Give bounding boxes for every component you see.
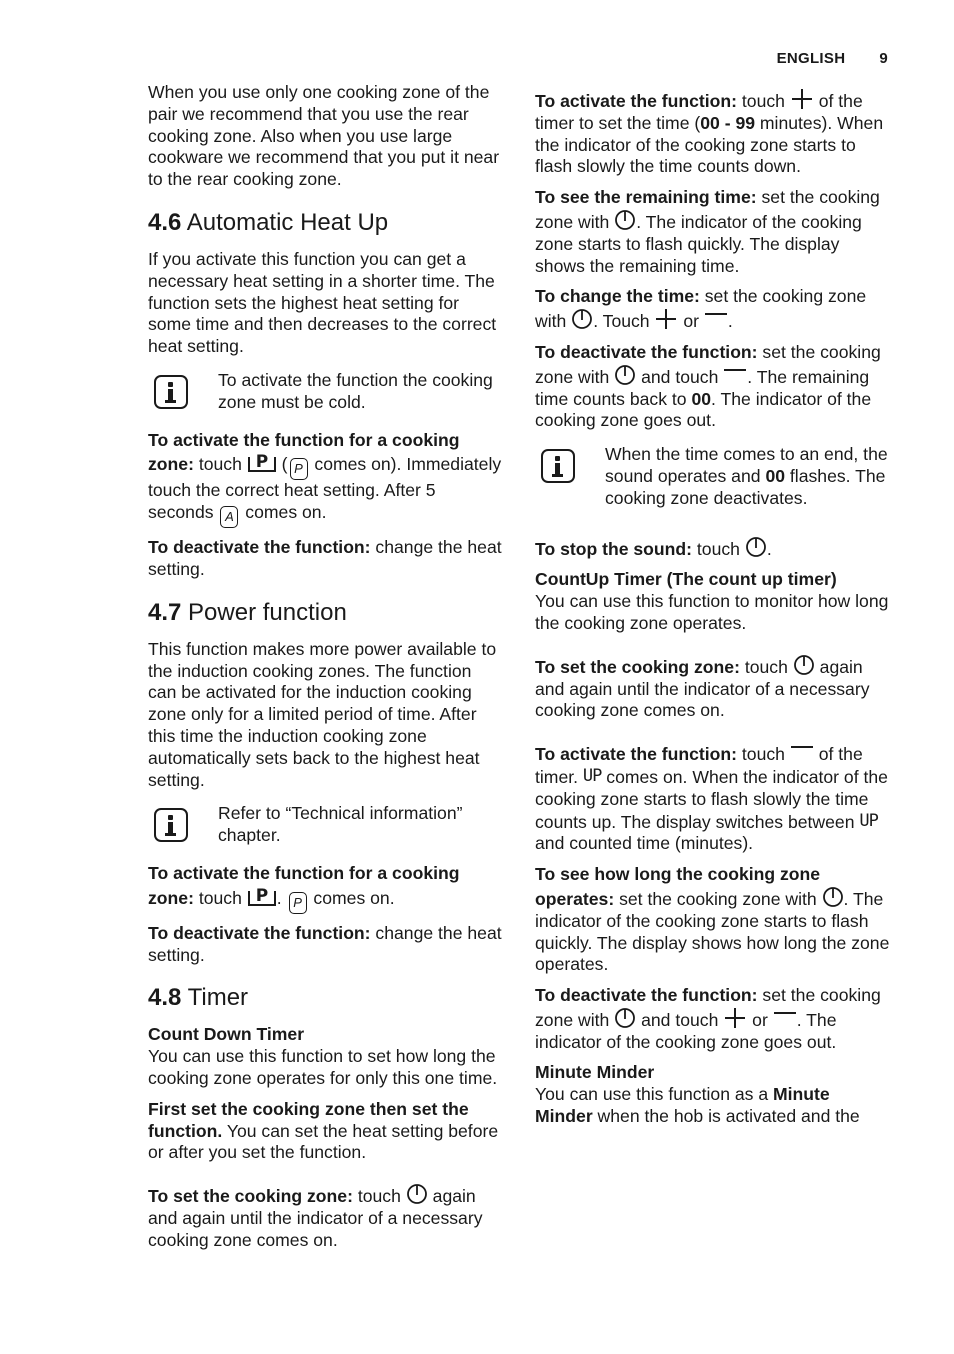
text-fragment: comes on). Immediately touch the correct heat setting. After 5 seconds bbox=[148, 454, 502, 523]
info-note bbox=[535, 444, 891, 509]
text-fragment: change the heat setting. bbox=[148, 922, 502, 965]
text-fragment: set the cooking zone with bbox=[535, 341, 881, 387]
instruction-label: To deactivate the function: bbox=[148, 922, 371, 943]
count-down-block bbox=[148, 1024, 504, 1089]
left-column bbox=[148, 82, 504, 1260]
count-up-deactivate-instruction bbox=[535, 985, 891, 1053]
timer-icon bbox=[822, 886, 844, 908]
timer-icon bbox=[614, 1007, 636, 1029]
text-fragment: You can use this function to monitor how long the cooking zone operates. bbox=[535, 591, 889, 633]
text-fragment: comes on. bbox=[308, 887, 395, 908]
minus-icon bbox=[704, 308, 728, 330]
up-display-icon: UP bbox=[582, 765, 602, 786]
stop-sound-instruction bbox=[535, 536, 891, 561]
intro-paragraph: When you use only one cooking zone of the pair we recommend that you use the rear cooking zone. Also when you use large cookware we recommend that you put it near to the rear cooking zone. bbox=[148, 82, 500, 190]
text-fragment: . The indicator of the cooking zone starts to flash quickly. The display shows the remaining time. bbox=[535, 211, 862, 276]
timer-icon bbox=[745, 536, 767, 558]
p-display-icon: P bbox=[289, 892, 307, 914]
timer-deactivate-instruction bbox=[535, 342, 891, 432]
text-fragment: . The indicator of the cooking zone goes out. bbox=[535, 1009, 837, 1052]
text-fragment: set the cooking zone with bbox=[535, 286, 867, 332]
how-long-instruction bbox=[535, 864, 891, 976]
timer-icon bbox=[793, 654, 815, 676]
section-title: Automatic Heat Up bbox=[186, 208, 389, 236]
section-number: 4.6 bbox=[148, 208, 182, 236]
count-up-activate-instruction bbox=[535, 741, 891, 855]
text-fragment: when the hob is activated and the bbox=[592, 1106, 860, 1127]
instruction-label: To change the time: bbox=[535, 286, 700, 307]
text-fragment: . bbox=[766, 538, 772, 559]
text-fragment: touch bbox=[737, 744, 790, 765]
timer-icon bbox=[614, 364, 636, 386]
count-up-block bbox=[535, 569, 891, 634]
text-fragment: of the timer. bbox=[535, 744, 863, 787]
up-display-icon: UP bbox=[859, 810, 878, 831]
instruction-label: To activate the function for a cooking zone: bbox=[148, 429, 460, 475]
text-fragment: . Touch bbox=[593, 311, 655, 332]
zero-value: 00 bbox=[691, 388, 712, 409]
info-note bbox=[148, 370, 504, 414]
text-fragment: touch bbox=[352, 1186, 406, 1207]
set-zone-instruction bbox=[148, 1183, 504, 1251]
text-fragment: set the cooking zone with bbox=[535, 187, 880, 232]
svg-text:P: P bbox=[255, 885, 268, 906]
text-fragment: touch bbox=[193, 887, 247, 908]
power-activate-instruction bbox=[148, 863, 504, 914]
a-display-icon: A bbox=[220, 506, 238, 528]
section-title: Timer bbox=[187, 984, 249, 1012]
text-fragment: minutes). When the indicator of the cooking zone starts to flash slowly the time counts down. bbox=[535, 112, 884, 177]
instruction-label: To set the cooking zone: bbox=[148, 1186, 353, 1207]
text-fragment: change the heat setting. bbox=[148, 537, 502, 579]
p-display-icon: P bbox=[290, 458, 308, 480]
count-up-set-zone-instruction bbox=[535, 654, 891, 722]
text-fragment: . The indicator of the cooking zone goes out. bbox=[535, 388, 872, 431]
instruction-label: To deactivate the function: bbox=[148, 537, 371, 558]
right-column bbox=[535, 88, 891, 1137]
text-fragment: . The indicator of the cooking zone starts to flash quickly. The display shows how long the zone operates. bbox=[535, 888, 890, 975]
info-note-text: To activate the function the cooking zone must be cold. bbox=[218, 369, 493, 412]
section-4-6-heading bbox=[148, 209, 504, 237]
text-fragment: of the timer to set the time ( bbox=[535, 91, 863, 133]
info-note-text: Refer to “Technical information” chapter. bbox=[218, 803, 463, 846]
timer-icon bbox=[614, 209, 636, 231]
text-fragment: and touch bbox=[636, 366, 724, 387]
zero-value: 00 bbox=[765, 465, 786, 486]
text-fragment: touch bbox=[692, 538, 745, 559]
text-fragment: or bbox=[678, 311, 704, 332]
instruction-label: To deactivate the function: bbox=[535, 341, 758, 362]
power-deactivate-instruction bbox=[148, 923, 504, 967]
text-fragment: flashes. The cooking zone deactivates. bbox=[605, 465, 886, 508]
text-fragment: . bbox=[727, 311, 733, 332]
plus-icon bbox=[723, 1007, 747, 1029]
info-icon bbox=[154, 375, 188, 409]
subheading: CountUp Timer (The count up timer) bbox=[535, 569, 837, 590]
instruction-label: To see the remaining time: bbox=[535, 187, 757, 208]
language-label: ENGLISH bbox=[776, 50, 846, 67]
text-fragment: set the cooking zone with bbox=[614, 888, 822, 909]
section-title: Power function bbox=[188, 598, 347, 626]
text-fragment: touch bbox=[193, 454, 247, 475]
change-time-instruction bbox=[535, 286, 891, 333]
subheading: Count Down Timer bbox=[148, 1024, 305, 1045]
text-fragment: and counted time (minutes). bbox=[535, 833, 754, 854]
text-fragment: ( bbox=[276, 454, 288, 475]
text-fragment: touch bbox=[737, 91, 790, 111]
text-fragment: set the cooking zone with bbox=[535, 985, 881, 1030]
text-fragment: . bbox=[276, 887, 287, 908]
text-fragment: or bbox=[747, 1009, 773, 1030]
section-number: 4.7 bbox=[148, 598, 182, 626]
timer-icon bbox=[406, 1183, 428, 1205]
instruction-label: To see how long the cooking zone operates: bbox=[535, 864, 821, 909]
minus-icon bbox=[723, 364, 747, 386]
p-key-icon bbox=[247, 451, 277, 473]
text-fragment: comes on. bbox=[240, 502, 327, 523]
timer-icon bbox=[571, 308, 593, 330]
plus-icon bbox=[654, 308, 678, 330]
p-key-icon bbox=[247, 885, 277, 907]
info-note-text bbox=[605, 444, 891, 509]
instruction-label: To activate the function for a cooking zone: bbox=[148, 862, 460, 908]
text-fragment: again and again until the indicator of a necessary cooking zone comes on. bbox=[148, 1186, 483, 1250]
page-number: 9 bbox=[879, 50, 888, 67]
minus-icon bbox=[790, 741, 814, 763]
text-fragment: When the time comes to an end, the sound operates and bbox=[605, 444, 888, 486]
info-icon bbox=[154, 808, 188, 842]
text-fragment: You can use this function to set how long the cooking zone operates for only this one time. bbox=[148, 1046, 498, 1088]
svg-text:P: P bbox=[255, 452, 268, 473]
text-fragment: touch bbox=[739, 656, 793, 677]
text-fragment: You can set the heat setting before or after you set the function. bbox=[148, 1120, 499, 1163]
instruction-label: To activate the function: bbox=[535, 91, 738, 111]
page-header bbox=[777, 50, 888, 67]
text-fragment: . The remaining time counts back to bbox=[535, 366, 870, 409]
time-range: 00 - 99 bbox=[700, 112, 756, 133]
section-4-7-body: This function makes more power available to the induction cooking zones. The function can be activated for the induction cooking zone only for a limited period of time. After this time the induction cooking zone automatically sets back to the highest heat setting. bbox=[148, 638, 497, 790]
minus-icon bbox=[773, 1007, 797, 1029]
info-icon bbox=[541, 449, 575, 483]
text-fragment: and touch bbox=[636, 1009, 724, 1030]
instruction-label: To activate the function: bbox=[535, 744, 738, 765]
section-4-6-body: If you activate this function you can get a necessary heat setting in a shorter time. The function sets the highest heat setting for some time and then decreases to the correct heat setting. bbox=[148, 248, 497, 357]
plus-icon bbox=[790, 88, 814, 110]
minute-minder-block bbox=[535, 1062, 891, 1127]
section-4-8-heading bbox=[148, 984, 504, 1012]
remaining-time-instruction bbox=[535, 187, 891, 277]
instruction-label: To deactivate the function: bbox=[535, 985, 758, 1006]
instruction-label: To stop the sound: bbox=[535, 538, 693, 559]
section-number: 4.8 bbox=[148, 984, 182, 1012]
text-fragment: again and again until the indicator of a necessary cooking zone comes on. bbox=[535, 656, 870, 721]
subheading: Minute Minder bbox=[535, 1062, 655, 1083]
text-fragment: You can use this function as a bbox=[535, 1084, 774, 1105]
auto-heat-activate-instruction bbox=[148, 430, 504, 529]
first-set-instruction bbox=[148, 1099, 504, 1164]
emphasis: Minute Minder bbox=[535, 1084, 830, 1127]
info-note bbox=[148, 803, 504, 847]
instruction-label: First set the cooking zone then set the function. bbox=[148, 1098, 469, 1141]
section-4-7-heading bbox=[148, 599, 504, 627]
text-fragment: comes on. When the indicator of the cooking zone starts to flash slowly the time counts up. The display switches between bbox=[535, 766, 888, 832]
timer-activate-instruction bbox=[535, 88, 891, 178]
instruction-label: To set the cooking zone: bbox=[535, 656, 740, 677]
auto-heat-deactivate-instruction bbox=[148, 537, 504, 581]
